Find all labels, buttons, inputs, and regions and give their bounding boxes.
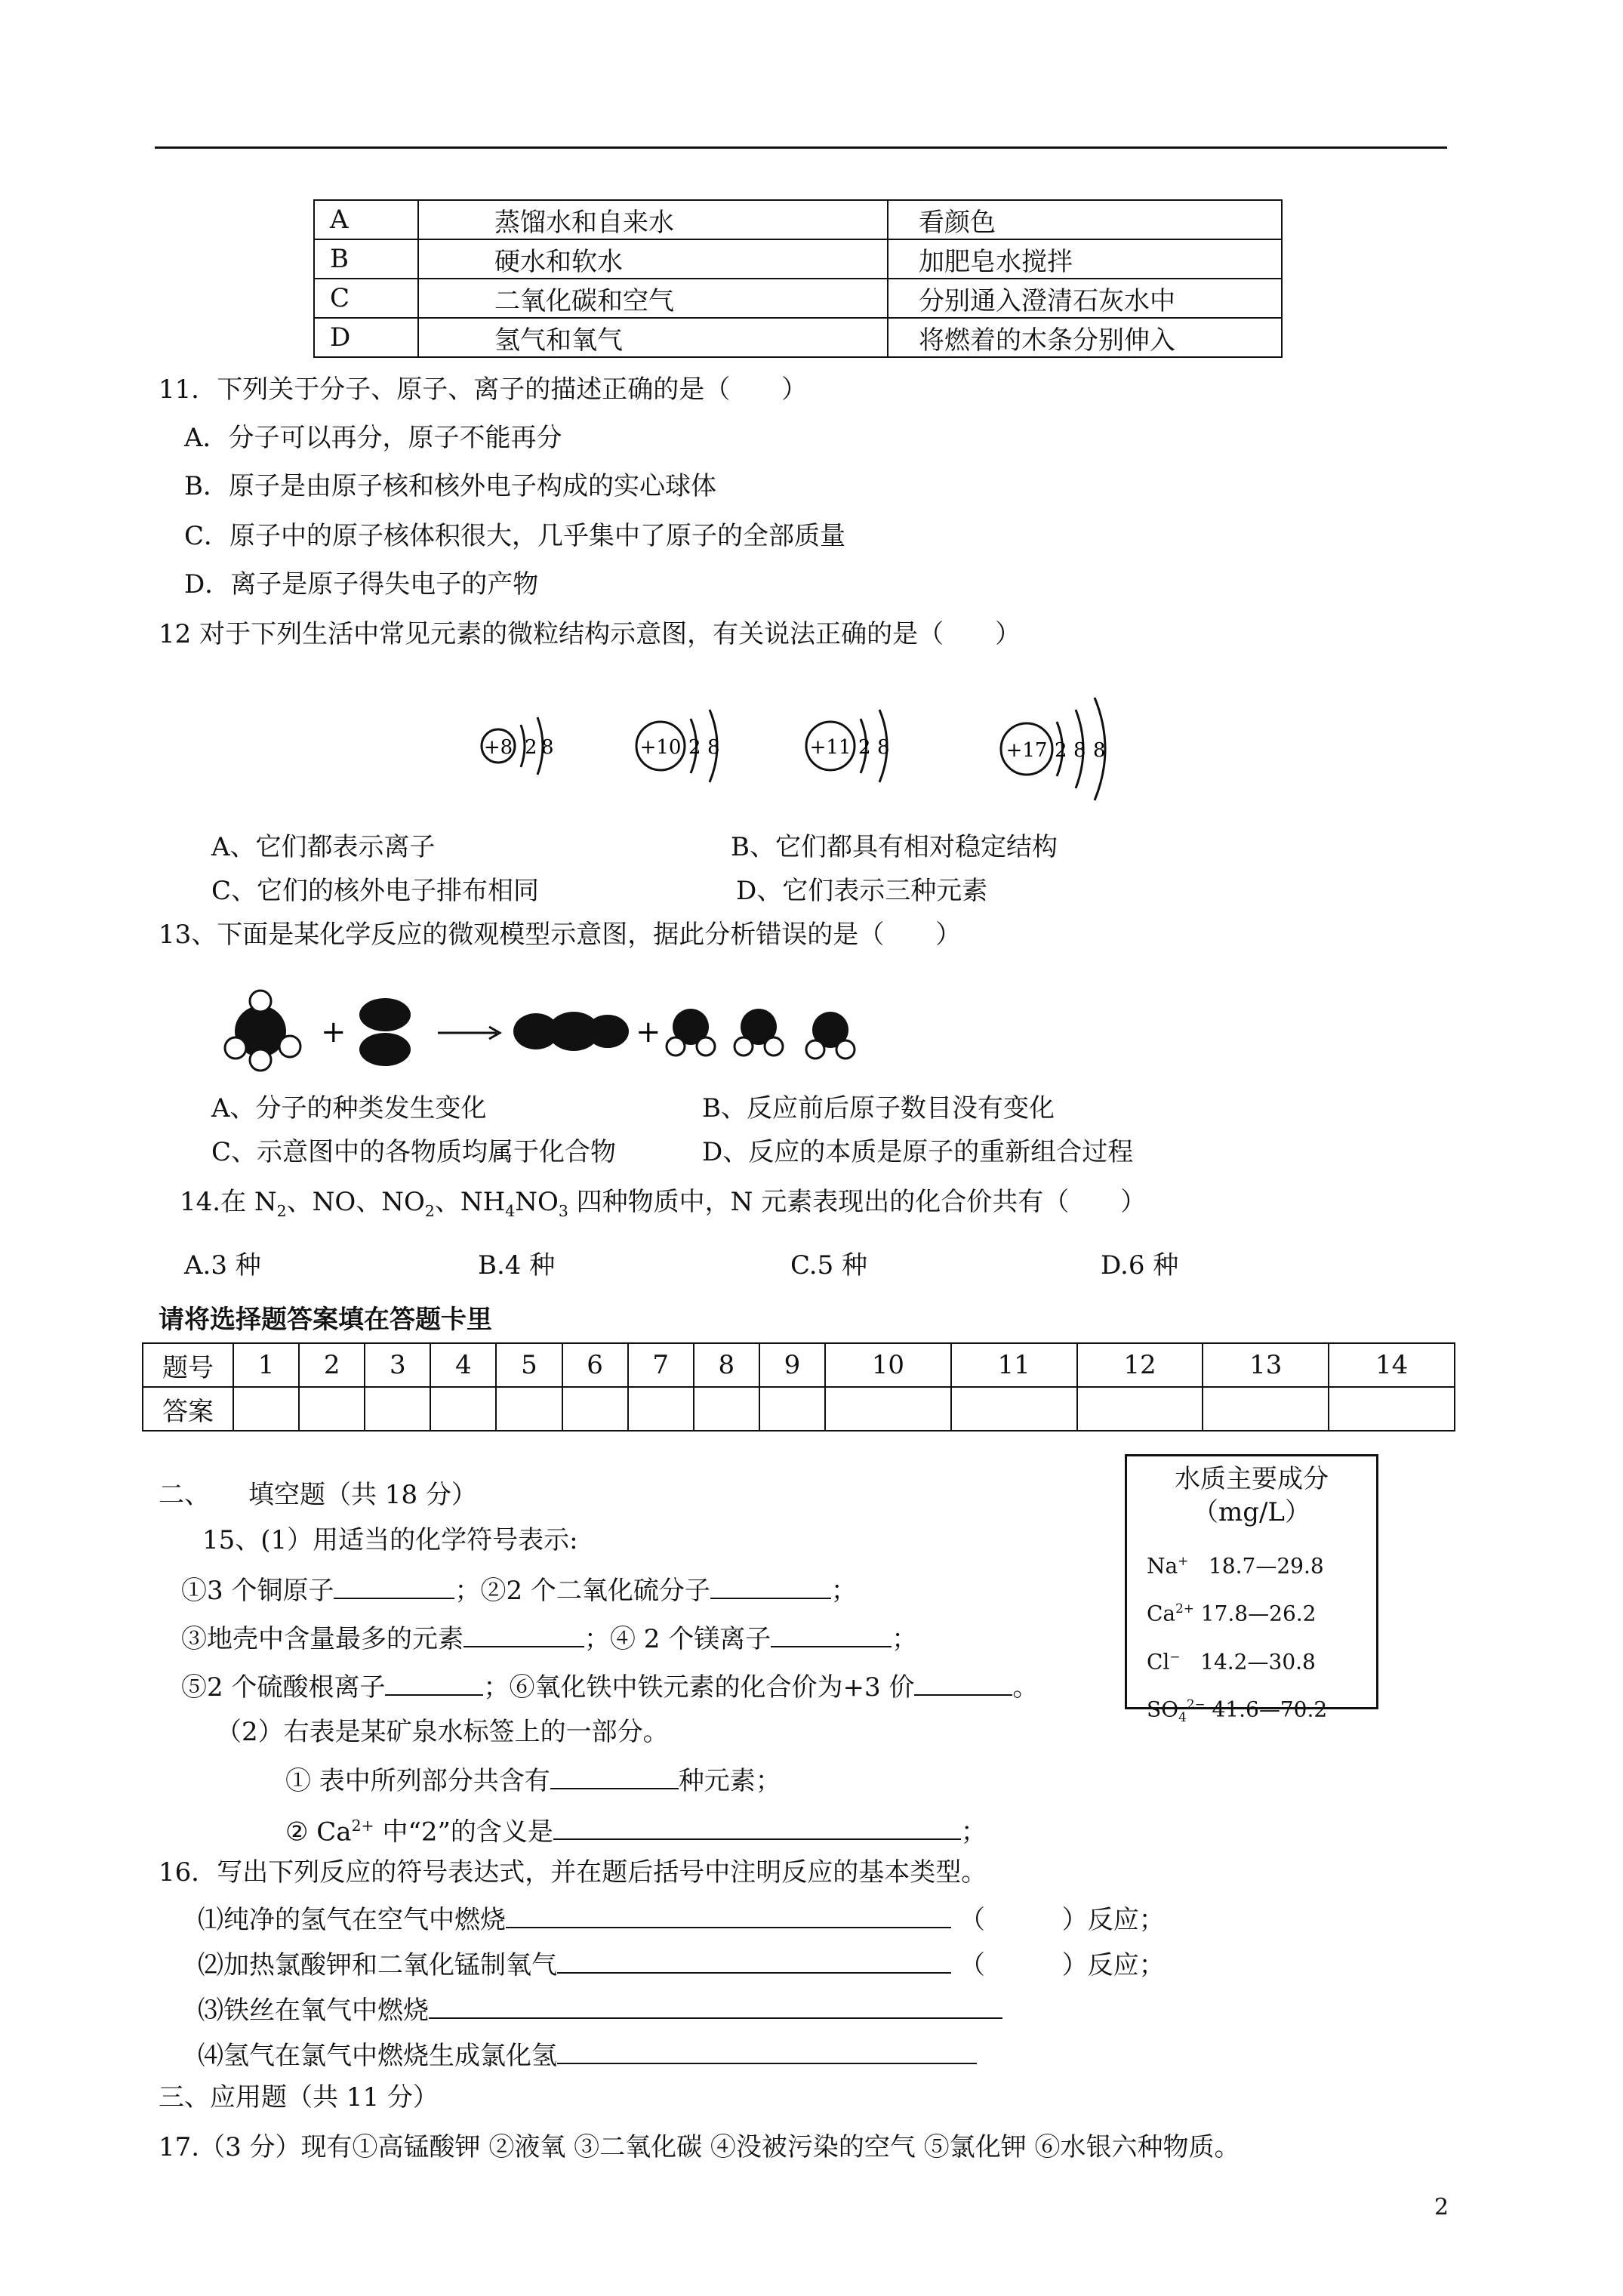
q17-stem: 17.（3 分）现有①高锰酸钾 ②液氧 ③二氧化碳 ④没被污染的空气 ⑤氯化钾 ⑥水银六种物质。 xyxy=(159,2132,1240,2162)
section-2-title: 二、 填空题（共 18 分） xyxy=(159,1480,477,1510)
water-row-na: Na+ 18.7—29.8 xyxy=(1147,1553,1324,1579)
q11-option-d: D．离子是原子得失电子的产物 xyxy=(184,569,539,599)
plus-sign: + xyxy=(636,1015,661,1049)
q15-line-2: ③地壳中含量最多的元素 ；④ 2 个镁离子 ； xyxy=(181,1620,917,1656)
q16-reaction-1: ⑴纯净的氢气在空气中燃烧 （ ）反应； xyxy=(198,1901,1165,1937)
water-row-so4: $SO_4^{2-}$ 41.6—70.2 xyxy=(1147,1696,1328,1724)
q11-option-c: C．原子中的原子核体积很大，几乎集中了原子的全部质量 xyxy=(184,521,846,551)
q16-stem: 16．写出下列反应的符号表达式，并在题后括号中注明反应的基本类型。 xyxy=(159,1857,987,1888)
svg-text:2: 2 xyxy=(688,736,701,759)
molecule-reactant-1 xyxy=(225,991,300,1071)
q14-stem: 14.在 $N_2$、NO、$NO_2$、$NH_4NO_3$ 四种物质中，N 元素表现出的化合价共有（ ） xyxy=(180,1187,1147,1220)
svg-text:8: 8 xyxy=(541,736,554,759)
q14-option-c: C.5 种 xyxy=(790,1250,868,1281)
q15-heading: 15、(1）用适当的化学符号表示: xyxy=(202,1525,578,1555)
q14-option-a: A.3 种 xyxy=(184,1250,261,1281)
svg-text:8: 8 xyxy=(1093,739,1106,762)
q12-option-b: B、它们都具有相对稳定结构 xyxy=(731,832,1058,862)
section-3-title: 三、应用题（共 11 分） xyxy=(159,2082,439,2113)
svg-text:2: 2 xyxy=(525,736,537,759)
q13-option-a: A、分子的种类发生变化 xyxy=(211,1093,487,1123)
table-row: B 硬水和软水 加肥皂水搅拌 xyxy=(314,239,1282,279)
atomic-structure-diagrams xyxy=(453,680,1132,815)
plus-sign: + xyxy=(321,1015,346,1049)
q11-stem: 11．下列关于分子、原子、离子的描述正确的是（ ） xyxy=(159,374,808,405)
q13-stem: 13、下面是某化学反应的微观模型示意图，据此分析错误的是（ ） xyxy=(159,920,962,950)
table-row: A 蒸馏水和自来水 看颜色 xyxy=(314,200,1282,239)
q12-stem: 12 对于下列生活中常见元素的微粒结构示意图，有关说法正确的是（ ） xyxy=(159,619,1021,649)
q15-part-2-item-1: ① 表中所列部分共含有 种元素； xyxy=(285,1762,781,1798)
q12-option-a: A、它们都表示离子 xyxy=(211,832,436,862)
svg-text:2: 2 xyxy=(1055,739,1067,762)
table-row: 题号 1 2 3 4 5 6 7 8 9 10 11 12 13 14 xyxy=(143,1343,1455,1387)
svg-text:2: 2 xyxy=(858,736,871,759)
molecule-product-1 xyxy=(513,1012,629,1051)
q15-part-2-item-2: ② $Ca^{2+}$ 中“2”的含义是 ； xyxy=(285,1809,987,1848)
q15-line-3: ⑤2 个硫酸根离子 ；⑥氧化铁中铁元素的化合价为+3 价 。 xyxy=(181,1669,1038,1704)
q14-option-b: B.4 种 xyxy=(478,1250,556,1281)
water-row-cl: Cl− 14.2—30.8 xyxy=(1147,1648,1316,1674)
reaction-model-diagram xyxy=(219,982,883,1080)
atom-diagram-1 xyxy=(482,717,554,775)
atom-diagram-2 xyxy=(636,710,720,782)
answer-card-table xyxy=(142,1342,1455,1432)
svg-text:8: 8 xyxy=(877,736,890,759)
q13-option-d: D、反应的本质是原子的重新组合过程 xyxy=(702,1137,1134,1167)
table-row: D 氢气和氧气 将燃着的木条分别伸入 xyxy=(314,318,1282,357)
table-row: C 二氧化碳和空气 分别通入澄清石灰水中 xyxy=(314,279,1282,318)
molecule-product-3 xyxy=(735,1009,783,1056)
table-row: 答案 xyxy=(143,1387,1455,1431)
q15-line-1: ①3 个铜原子 ；②2 个二氧化硫分子 ； xyxy=(181,1572,857,1607)
atom-diagram-4 xyxy=(1001,698,1106,800)
water-box-unit: （mg/L） xyxy=(1192,1497,1311,1527)
q11-option-b: B．原子是由原子核和核外电子构成的实心球体 xyxy=(184,471,716,501)
water-row-ca: $Ca^{2+}$ 17.8—26.2 xyxy=(1147,1601,1317,1626)
molecule-product-2 xyxy=(667,1009,715,1056)
water-quality-table xyxy=(1125,1454,1378,1724)
water-box-title: 水质主要成分 xyxy=(1175,1464,1329,1494)
svg-text:+11: +11 xyxy=(809,736,852,759)
q16-reaction-3: ⑶铁丝在氧气中燃烧 xyxy=(198,1992,1002,2027)
identification-table xyxy=(313,199,1283,358)
svg-text:+17: +17 xyxy=(1006,739,1048,762)
q16-reaction-4: ⑷氢气在氯气中燃烧生成氯化氢 xyxy=(198,2037,977,2073)
svg-text:8: 8 xyxy=(707,736,720,759)
svg-text:+8: +8 xyxy=(483,736,513,759)
svg-text:8: 8 xyxy=(1073,739,1086,762)
q16-reaction-2: ⑵加热氯酸钾和二氧化锰制氧气 （ ）反应； xyxy=(198,1946,1165,1982)
molecule-product-4 xyxy=(806,1012,855,1059)
header-rule xyxy=(155,146,1447,149)
svg-text:+10: +10 xyxy=(639,736,682,759)
answer-card-title: 请将选择题答案填在答题卡里 xyxy=(159,1305,492,1335)
molecule-reactant-2 xyxy=(359,998,411,1066)
q13-option-b: B、反应前后原子数目没有变化 xyxy=(702,1093,1055,1123)
atom-diagram-3 xyxy=(806,710,890,782)
q12-option-d: D、它们表示三种元素 xyxy=(736,876,988,906)
q15-part-2: （2）右表是某矿泉水标签上的一部分。 xyxy=(216,1717,669,1747)
q13-option-c: C、示意图中的各物质均属于化合物 xyxy=(211,1137,617,1167)
q11-option-a: A．分子可以再分，原子不能再分 xyxy=(184,423,562,453)
page-number: 2 xyxy=(1434,2194,1449,2220)
q14-option-d: D.6 种 xyxy=(1101,1250,1179,1281)
q12-option-c: C、它们的核外电子排布相同 xyxy=(211,876,540,906)
